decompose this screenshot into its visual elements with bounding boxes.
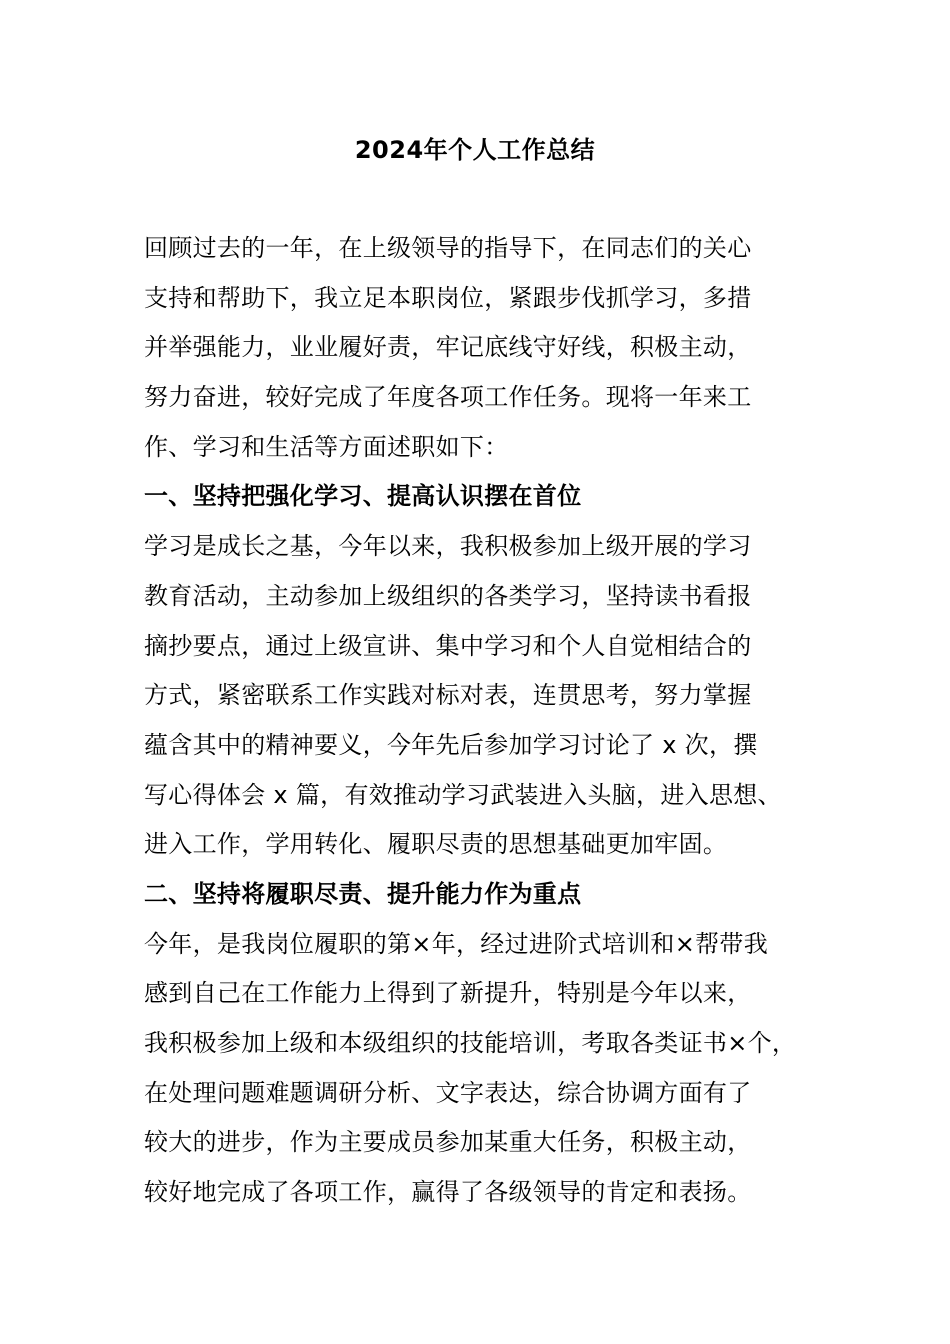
body-line: 较大的进步，作为主要成员参加某重大任务，积极主动， bbox=[144, 1128, 752, 1157]
body-line: 在处理问题难题调研分析、文字表达，综合协调方面有了 bbox=[144, 1078, 752, 1107]
body-line: 进入工作，学用转化、履职尽责的思想基础更加牢固。 bbox=[144, 830, 728, 859]
body-line: 作、学习和生活等方面述职如下： bbox=[144, 432, 509, 461]
document-body bbox=[144, 224, 834, 1218]
body-line: 努力奋进，较好完成了年度各项工作任务。现将一年来工 bbox=[144, 383, 752, 412]
body-line: 支持和帮助下，我立足本职岗位，紧跟步伐抓学习，多措 bbox=[144, 283, 752, 312]
section-heading: 二、坚持将履职尽责、提升能力作为重点 bbox=[144, 879, 582, 908]
body-line: 摘抄要点，通过上级宣讲、集中学习和个人自觉相结合的 bbox=[144, 631, 752, 660]
body-line: 学习是成长之基，今年以来，我积极参加上级开展的学习 bbox=[144, 532, 752, 561]
body-line: 感到自己在工作能力上得到了新提升，特别是今年以来， bbox=[144, 979, 752, 1008]
body-line: 较好地完成了各项工作，赢得了各级领导的肯定和表扬。 bbox=[144, 1178, 752, 1207]
body-line: 我积极参加上级和本级组织的技能培训，考取各类证书×个， bbox=[144, 1029, 797, 1057]
body-line: 教育活动，主动参加上级组织的各类学习，坚持读书看报 bbox=[144, 581, 752, 610]
body-line: 今年，是我岗位履职的第×年，经过进阶式培训和×帮带我 bbox=[144, 929, 769, 958]
body-line: 写心得体会 x 篇，有效推动学习武装进入头脑，进入思想、 bbox=[144, 780, 782, 809]
body-line: 回顾过去的一年，在上级领导的指导下，在同志们的关心 bbox=[144, 234, 752, 262]
document-title: 2024年个人工作总结 bbox=[354, 136, 596, 164]
body-line: 蕴含其中的精神要义，今年先后参加学习讨论了 x 次，撰 bbox=[144, 730, 758, 759]
body-line: 并举强能力，业业履好责，牢记底线守好线，积极主动， bbox=[144, 333, 752, 362]
section-heading: 一、坚持把强化学习、提高认识摆在首位 bbox=[144, 482, 582, 511]
body-line: 方式，紧密联系工作实践对标对表，连贯思考，努力掌握 bbox=[144, 681, 752, 710]
